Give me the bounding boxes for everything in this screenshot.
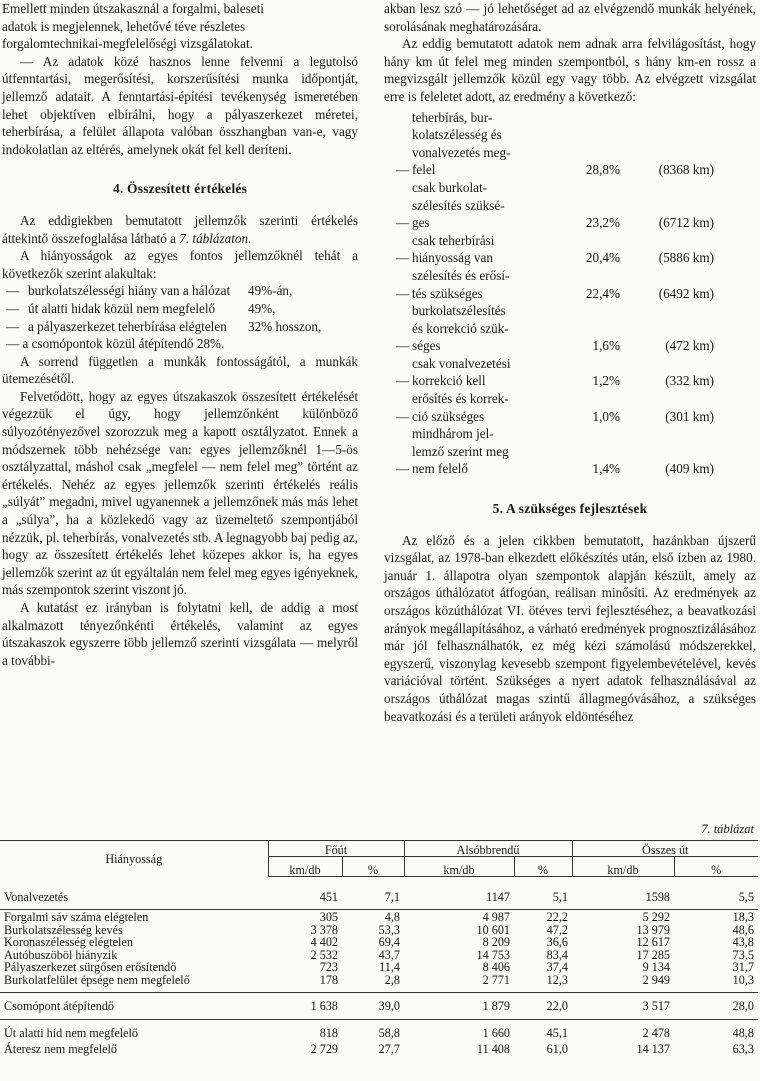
subheader-kmdb: km/db xyxy=(268,857,342,877)
table-7 xyxy=(0,840,758,1055)
cell: 10 601 xyxy=(476,922,510,937)
list-dash: — xyxy=(396,215,410,231)
list-dash: — xyxy=(396,338,410,354)
right-paragraph-2: Az eddig bemutatott adatok nem adnak arra felvilágosítást, hogy hány km út felel meg minden szempontból, s hány km-en rossz a megvizsgált jellemzők közül egy vagy több. Az elvégzett vizsgálat erre is feleletet adott, az eredmény a következő: xyxy=(384,36,756,104)
subheader-kmdb: km/db xyxy=(572,857,674,877)
cell: 305 xyxy=(319,910,338,924)
cell: 2 532 xyxy=(310,947,338,962)
text-line: erősítés és korrek- xyxy=(412,391,509,407)
result-km: (8368 km) xyxy=(658,162,714,178)
list-dash: — xyxy=(396,408,410,424)
text-line: ció szükséges xyxy=(412,408,485,424)
cell: 1 638 xyxy=(310,999,338,1013)
text-line: csak teherbírási xyxy=(412,232,495,248)
table-row xyxy=(0,993,758,1013)
cell: 723 xyxy=(319,960,338,974)
cell: 53,3 xyxy=(378,922,400,937)
text-span: Az eddigiekben bemutatott jellemzők szerinti értékelés áttekintő összefoglalása látható a xyxy=(2,212,358,246)
text-line: csak vonalvezetési xyxy=(412,355,511,371)
list-dash: — xyxy=(396,250,410,266)
list-item xyxy=(2,318,358,336)
result-percent: 28,8% xyxy=(585,162,620,178)
list-dash: — xyxy=(396,373,410,389)
table-caption: 7. táblázat xyxy=(701,822,754,836)
row-label: Áteresz nem megfelelő xyxy=(4,1041,118,1056)
result-text xyxy=(412,179,550,232)
cell: 63,3 xyxy=(732,1041,754,1056)
subheader-percent: % xyxy=(674,857,758,877)
cell: 10,3 xyxy=(732,972,754,987)
row-label: Út alatti híd nem megfelelő xyxy=(4,1025,139,1040)
list-dash: — xyxy=(6,283,20,299)
cell: 4 987 xyxy=(482,910,510,924)
list-text: út alatti hidak közül nem megfelelő xyxy=(28,300,216,316)
section-heading-5: 5. A szükséges fejlesztések xyxy=(492,501,648,517)
result-km: (332 km) xyxy=(665,373,714,389)
text-line: nem felelő xyxy=(412,461,469,477)
list-item xyxy=(2,300,358,318)
result-percent: 22,4% xyxy=(585,285,620,301)
text-line: ges xyxy=(412,215,430,231)
cell: 13 979 xyxy=(636,922,670,937)
cell: 36,6 xyxy=(546,935,568,949)
cell: 43,8 xyxy=(732,935,754,949)
cell: 48,6 xyxy=(732,922,754,937)
cell: 37,4 xyxy=(546,960,568,974)
cell: 83,4 xyxy=(546,947,568,962)
list-text: burkolatszélességi hiány van a hálózat xyxy=(28,283,231,299)
cell: 1 660 xyxy=(482,1025,510,1040)
cell: 451 xyxy=(319,889,338,904)
result-percent: 1,6% xyxy=(592,338,620,354)
result-item xyxy=(384,302,756,355)
table-row xyxy=(0,936,758,949)
result-item xyxy=(384,425,756,478)
cell: 9 134 xyxy=(642,960,670,974)
text-line: hiányosság van xyxy=(412,250,493,266)
list-dash: — xyxy=(6,318,20,334)
cell: 18,3 xyxy=(732,910,754,924)
text-line: Emellett minden útszakasznál a forgalmi, baleseti xyxy=(2,1,264,16)
result-percent: 1,4% xyxy=(592,461,620,477)
subheader-kmdb: km/db xyxy=(404,857,514,877)
table-row xyxy=(0,974,758,987)
left-column xyxy=(2,0,358,669)
text-line: és korrekció szük- xyxy=(412,320,509,336)
text-line: lemző szerint meg xyxy=(412,443,509,459)
result-list xyxy=(384,109,756,478)
list-value: 32% hosszon, xyxy=(248,318,322,334)
cell: 22,2 xyxy=(546,910,568,924)
result-text xyxy=(412,302,550,355)
list-value: 49%-án, xyxy=(248,283,293,299)
left-paragraph-5: A sorrend független a munkák fontosságától, a munkák ütemezésétől. xyxy=(2,353,358,387)
cell: 2 729 xyxy=(310,1041,338,1056)
right-paragraph-3: Az előző és a jelen cikkben bemutatott, hazánkban újszerű vizsgálat, az 1978-ban elkezdett előkészítés után, első ízben az 1980. január 1. állapotra olyan szempontok alapján készült, amely az országos úthálózatot átfogóan, reálisan minősíti. Az eredmények az országos közúthálózat VI. ötéves tervi fejlesztéséhez, a beavatkozási arányok megállapításához, a várható eredmények prognosztizálásához már jól felhasználhatók, ez még kézi számolású módszerekkel, egyszerű, viszonylag kevesebb szempont figyelembevételével, kevés variációval történt. Szükséges a nyert adatok felhasználásával az országos úthálózat magas szintű állagmegóvásához, a szükséges beavatkozási és a területi arányok eldöntéséhez xyxy=(384,532,756,724)
result-percent: 20,4% xyxy=(585,250,620,266)
text-line: felel xyxy=(412,162,436,178)
cell: 8 406 xyxy=(482,960,510,974)
result-text xyxy=(412,355,550,390)
text-line: séges xyxy=(412,338,441,354)
result-item xyxy=(384,109,756,179)
column-group-alsobbrendu: Alsóbbrendű xyxy=(404,841,572,857)
cell: 2,8 xyxy=(384,972,400,987)
cell: 8 209 xyxy=(482,935,510,949)
list-value: 49%, xyxy=(248,300,276,316)
result-percent: 23,2% xyxy=(585,215,620,231)
text-line: forgalomtechnikai-megfelelőségi vizsgálatokat. xyxy=(2,36,253,52)
list-dash: — xyxy=(396,162,410,178)
result-km: (472 km) xyxy=(665,338,714,354)
cell: 22,0 xyxy=(546,999,568,1013)
result-item xyxy=(384,390,756,425)
cell: 14 137 xyxy=(636,1041,670,1056)
cell: 14 753 xyxy=(476,947,510,962)
cell: 1 879 xyxy=(482,999,510,1013)
cell: 58,8 xyxy=(378,1025,400,1040)
result-km: (409 km) xyxy=(665,461,714,477)
left-paragraph-7: A kutatást ez irányban is folytatni kell, de addig a most alkalmazott tényezőnkénti értékelés, valamint az egyes útszakaszok egyszerre több jellemző szerinti vizsgálata — melyről a további- xyxy=(2,600,358,668)
cell: 1598 xyxy=(645,889,670,904)
text-line: adatok is megjelennek, lehetővé téve részletes xyxy=(2,18,246,34)
column-group-fout: Főút xyxy=(268,841,404,857)
cell: 178 xyxy=(319,972,338,987)
list-item xyxy=(2,282,358,300)
right-column xyxy=(384,0,756,725)
text-line: kolatszélesség és xyxy=(412,127,502,143)
list-dash: — xyxy=(396,285,410,301)
result-text xyxy=(412,390,550,425)
cell: 48,8 xyxy=(732,1025,754,1040)
result-km: (5886 km) xyxy=(658,250,714,266)
result-item xyxy=(384,355,756,390)
cell: 3 517 xyxy=(642,999,670,1013)
text-line: tés szükséges xyxy=(412,285,483,301)
column-header-hianyossag: Hiányosság xyxy=(0,841,268,877)
list-text: a pályaszerkezet teherbírása elégtelen xyxy=(28,318,227,334)
cell: 2 949 xyxy=(642,972,670,987)
cell: 61,0 xyxy=(546,1041,568,1056)
cell: 45,1 xyxy=(546,1025,568,1040)
cell: 39,0 xyxy=(378,999,400,1013)
cell: 69,4 xyxy=(378,935,400,949)
cell: 11 408 xyxy=(476,1041,510,1056)
table-row xyxy=(0,961,758,974)
result-item xyxy=(384,179,756,232)
cell: 5,5 xyxy=(738,889,754,904)
cell: 43,7 xyxy=(378,947,400,962)
cell: 12,3 xyxy=(546,972,568,987)
list-item-last: — a csomópontok közül átépítendő 28%. xyxy=(6,336,225,352)
cell: 3 378 xyxy=(310,922,338,937)
row-label: Vonalvezetés xyxy=(4,889,69,904)
text-line: burkolatszélesítés xyxy=(412,303,506,319)
table-reference: 7. táblázaton. xyxy=(179,230,252,246)
cell: 12 617 xyxy=(636,935,670,949)
cell: 31,7 xyxy=(732,960,754,974)
table-row xyxy=(0,1019,758,1039)
result-km: (301 km) xyxy=(665,408,714,424)
table-row xyxy=(0,910,758,924)
cell: 4 402 xyxy=(310,935,338,949)
left-paragraph-6: Felvetődött, hogy az egyes útszakaszok összesített értékelését végezzük el úgy, hogy jellemzőnként különböző súlyozótényezővel szorozzuk meg a kapott osztályzatot. Ennek a módszernek több nehézsége van: egyes jellemzőknél 1—5-ös osztályzattal, máshol csak „megfelel — nem felel meg” történt az értékelés. Nehéz az egyes jellemzők szerinti értékelés reális „súlyát” megadni, mivel ugyanennek a jellemzőnek más más lehet a „súlya”, ha a közlekedő vagy az üzemeltető szempontjából nézzük, pl. teherbírás, vonalvezetés stb. A legnagyobb baj pedig az, hogy az összesített értékelés lehet közepes akkor is, ha egyes jellemzők szerint az út egyáltalán nem felel meg egyes igényeknek, más szempontok szerint viszont jó. xyxy=(2,388,358,598)
list-dash: — xyxy=(396,461,410,477)
text-line: vonalvezetés meg- xyxy=(412,144,511,160)
cell: 2 478 xyxy=(642,1025,670,1040)
row-label: Pályaszerkezet sürgősen erősítendő xyxy=(4,960,177,974)
left-paragraph-1 xyxy=(2,0,358,53)
text-line: szélesítés szüksé- xyxy=(412,197,505,213)
result-text xyxy=(412,425,550,478)
cell: 7,1 xyxy=(384,889,400,904)
cell: 73,5 xyxy=(732,947,754,962)
cell: 5 292 xyxy=(642,910,670,924)
result-item xyxy=(384,232,756,267)
column-group-osszes: Összes út xyxy=(572,841,758,857)
cell: 4,8 xyxy=(384,910,400,924)
result-km: (6712 km) xyxy=(658,215,714,231)
cell: 818 xyxy=(319,1025,338,1040)
result-item xyxy=(384,267,756,302)
text-line: korrekció kell xyxy=(412,373,486,389)
subheader-percent: % xyxy=(514,857,572,877)
text-line: csak burkolat- xyxy=(412,179,488,195)
table-row xyxy=(0,883,758,903)
row-label: Forgalmi sáv száma elégtelen xyxy=(4,910,149,924)
cell: 2 771 xyxy=(482,972,510,987)
result-percent: 1,0% xyxy=(592,408,620,424)
subheader-percent: % xyxy=(342,857,404,877)
cell: 28,0 xyxy=(732,999,754,1013)
row-label: Koronaszélesség elégtelen xyxy=(4,935,133,949)
text-line: mindhárom jel- xyxy=(412,426,494,442)
table-row xyxy=(0,1039,758,1055)
cell: 5,1 xyxy=(552,889,568,904)
result-text xyxy=(412,109,550,179)
text-line: teherbírás, bur- xyxy=(412,109,493,125)
cell: 11,4 xyxy=(379,960,400,974)
left-paragraph-2: — Az adatok közé hasznos lenne felvenni a legutolsó útfenntartási, megerősítési, korszerűsítési munka időpontját, jellemző adatait. A fenntartási-építési tevékenység ismeretében lehet objektíven elbírálni, hogy a pályaszerkezet méretei, teherbírása, a felület állapota valóban összhangban van-e, vagy indokolatlan az eltérés, amelynek okát fel kell deríteni. xyxy=(2,53,358,157)
result-text xyxy=(412,267,550,302)
text-line: szélesítés és erősí- xyxy=(412,267,510,283)
row-label: Csomópont átépítendő xyxy=(4,999,115,1013)
result-text xyxy=(412,232,550,267)
result-km: (6492 km) xyxy=(658,285,714,301)
section-heading-4: 4. Összesített értékelés xyxy=(112,181,248,197)
cell: 27,7 xyxy=(378,1041,400,1056)
row-label: Burkolatfelület épsége nem megfelelő xyxy=(4,972,190,987)
cell: 47,2 xyxy=(546,922,568,937)
cell: 1147 xyxy=(486,889,510,904)
cell: 17 285 xyxy=(636,947,670,962)
left-paragraph-4: A hiányosságok az egyes fontos jellemzőknél tehát a következők szerint alakultak: xyxy=(2,248,358,281)
list-dash: — xyxy=(6,300,20,316)
row-label: Burkolatszélesség kevés xyxy=(4,922,123,937)
result-percent: 1,2% xyxy=(592,373,620,389)
left-paragraph-3 xyxy=(2,212,358,247)
row-label: Autóbuszöböl hiányzik xyxy=(4,947,118,962)
right-paragraph-1: akban lesz szó — jó lehetőséget ad az elvégzendő munkák helyének, sorolásának meghatározására. xyxy=(384,1,756,34)
